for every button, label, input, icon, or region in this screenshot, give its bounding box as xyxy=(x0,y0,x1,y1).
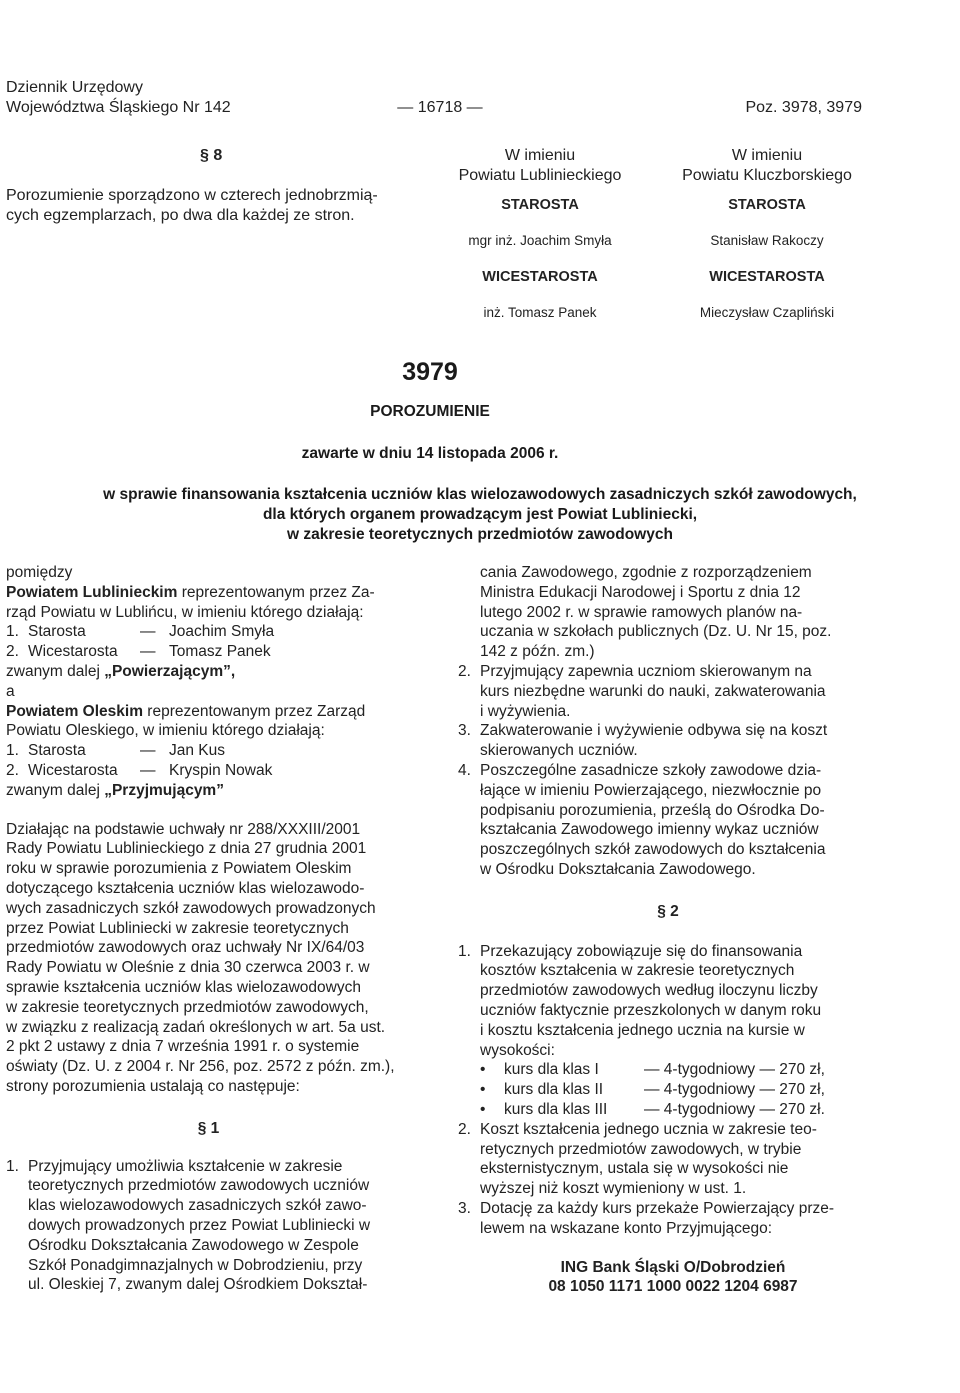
bullet-icon: • xyxy=(480,1061,486,1079)
item-line: retycznych przedmiotów zawodowych, w trybie xyxy=(480,1140,802,1158)
party1-name: Powiatem Lublinieckim xyxy=(6,583,178,601)
item-line: Dotację za każdy kurs przekaże Powierzający prze- xyxy=(480,1199,835,1217)
item-line: kształcania Zawodowego imienny wykaz uczniów xyxy=(480,821,819,839)
subject-line: w zakresie teoretycznych przedmiotów zawodowych xyxy=(287,526,673,543)
item-1-continuation xyxy=(458,563,868,662)
bank-name: ING Bank Śląski O/Dobrodzień xyxy=(560,1258,786,1276)
conjunction: a xyxy=(6,682,15,700)
cost-bullet xyxy=(458,1100,868,1120)
basis-line: przedmiotów zawodowych oraz uchwały Nr IX/64/03 xyxy=(6,939,365,957)
sig-line: Powiatu Lublinieckiego xyxy=(458,167,622,184)
member-role: Starosta xyxy=(28,623,86,641)
bullet-value: — 4-tygodniowy — 270 zł, xyxy=(644,1081,825,1099)
legal-basis xyxy=(6,820,411,1097)
sig-role: STAROSTA xyxy=(728,197,806,213)
bank-details xyxy=(458,1258,868,1298)
basis-line: strony porozumienia ustalają co następuje: xyxy=(6,1077,300,1095)
party1-text: reprezentowanym przez Za- xyxy=(177,583,375,601)
bullet-value: — 4-tygodniowy — 270 zł. xyxy=(644,1100,825,1118)
journal-name: Dziennik Urzędowy xyxy=(6,79,143,96)
section2-item-3 xyxy=(458,1199,868,1239)
sig-line: W imieniu xyxy=(504,147,576,164)
item-line: Koszt kształcenia jednego ucznia w zakresie teo- xyxy=(480,1120,817,1138)
sig-line: W imieniu xyxy=(731,147,803,164)
party2-name: Powiatem Oleskim xyxy=(6,702,143,720)
closing-text-line: cych egzemplarzach, po dwa dla każdej ze stron. xyxy=(6,207,355,224)
bullet-label: kurs dla klas II xyxy=(504,1081,604,1099)
subject-line: dla których organem prowadzącym jest Powiat Lubliniecki, xyxy=(262,506,698,523)
alias-prefix: zwanym dalej xyxy=(6,781,105,799)
member-num: 1. xyxy=(6,742,19,760)
basis-line: Rady Powiatu w Oleśnie z dnia 30 czerwca 2003 r. w xyxy=(6,959,370,977)
section-mark-2: § 2 xyxy=(657,902,679,920)
sig-role: STAROSTA xyxy=(501,197,579,213)
section2-item-1 xyxy=(458,942,868,1061)
item-line: w Ośrodku Dokształcania Zawodowego. xyxy=(480,860,756,878)
party1-member xyxy=(6,642,411,662)
party1-line: rząd Powiatu w Lublińcu, w imieniu którego działają: xyxy=(6,603,364,621)
party2-alias xyxy=(6,781,411,801)
item-number: 4. xyxy=(458,761,471,779)
item-line: Szkół Ponadgimnazjalnych w Dobrodzieniu, przy xyxy=(28,1256,363,1274)
party2-line: Powiatu Oleskiego, w imieniu którego działają: xyxy=(6,722,325,740)
section1-item-1 xyxy=(6,1157,411,1296)
item-line: ul. Oleskiej 7, zwanym dalej Ośrodkiem Dokształ- xyxy=(28,1276,368,1294)
item-line: Ministra Edukacji Narodowej i Sportu z dnia 12 xyxy=(480,583,801,601)
member-role: Starosta xyxy=(28,742,86,760)
member-num: 1. xyxy=(6,623,19,641)
bank-account: 08 1050 1171 1000 0022 1204 6987 xyxy=(548,1278,798,1296)
party2-member xyxy=(6,761,411,781)
member-num: 2. xyxy=(6,761,19,779)
alias-name: „Powierzającym”, xyxy=(104,662,236,680)
item-line: Poszczególne zasadnicze szkoły zawodowe dzia- xyxy=(480,761,822,779)
bullet-icon: • xyxy=(480,1100,486,1118)
sig-role: WICESTAROSTA xyxy=(709,269,825,285)
document-number: 3979 xyxy=(402,358,458,386)
item-line: łające w imieniu Powierzającego, niezwłocznie po xyxy=(480,781,822,799)
signature-block-lubliniecki xyxy=(440,146,640,322)
basis-line: dotyczącego kształcenia uczniów klas wielozawodo- xyxy=(6,879,365,897)
sig-name: Stanisław Rakoczy xyxy=(710,233,824,248)
basis-line: oświaty (Dz. U. z 2004 r. Nr 256, poz. 2572 z późn. zm.), xyxy=(6,1058,395,1076)
item-line: teoretycznych przedmiotów zawodowych uczniów xyxy=(28,1177,370,1195)
item-line: i wyżywienia. xyxy=(480,702,571,720)
closing-text xyxy=(6,186,378,226)
party1-member xyxy=(6,622,411,642)
sig-name: inż. Tomasz Panek xyxy=(483,305,597,320)
item-line: 142 z późn. zm.) xyxy=(480,643,595,661)
journal-issue: Województwa Śląskiego Nr 142 xyxy=(6,99,231,116)
member-name: Joachim Smyła xyxy=(169,623,275,641)
alias-name: „Przyjmującym” xyxy=(104,781,224,799)
member-name: Tomasz Panek xyxy=(169,643,271,661)
item-line: lutego 2002 r. w sprawie ramowych planów na- xyxy=(480,603,803,621)
item-line: skierowanych uczniów. xyxy=(480,742,638,760)
document-type: POROZUMIENIE xyxy=(370,403,490,420)
item-number: 1. xyxy=(6,1157,19,1175)
basis-line: Rady Powiatu Lublinieckiego z dnia 27 grudnia 2001 xyxy=(6,840,367,858)
member-dash: — xyxy=(140,742,156,760)
item-number: 2. xyxy=(458,1120,471,1138)
party1-alias xyxy=(6,662,411,682)
member-name: Jan Kus xyxy=(169,742,226,760)
closing-text-line: Porozumienie sporządzono w czterech jednobrzmią- xyxy=(6,187,378,204)
basis-line: w zakresie teoretycznych przedmiotów zawodowych, xyxy=(6,998,369,1016)
party1-line xyxy=(6,583,411,603)
sig-role: WICESTAROSTA xyxy=(482,269,598,285)
section-mark-8: § 8 xyxy=(200,147,223,164)
item-line: Ośrodku Dokształcania Zawodowego w Zespole xyxy=(28,1236,359,1254)
item-line: podpisaniu porozumienia, prześlą do Ośrodka Do- xyxy=(480,801,825,819)
bullet-label: kurs dla klas I xyxy=(504,1061,599,1079)
party2-text: reprezentowanym przez Zarząd xyxy=(142,702,366,720)
item-line: uczania w szkołach publicznych (Dz. U. Nr 15, poz. xyxy=(480,623,832,641)
member-dash: — xyxy=(140,761,156,779)
bullet-label: kurs dla klas III xyxy=(504,1100,608,1118)
left-column xyxy=(6,563,411,1295)
bullet-icon: • xyxy=(480,1081,486,1099)
alias-prefix: zwanym dalej xyxy=(6,662,105,680)
item-line: wyższej niż koszt wymieniony w ust. 1. xyxy=(480,1180,747,1198)
basis-line: sprawie kształcenia uczniów klas wielozawodowych xyxy=(6,978,361,996)
signature-block-kluczborski xyxy=(662,146,872,322)
section-mark-1: § 1 xyxy=(197,1119,220,1137)
right-column xyxy=(458,563,868,1297)
party2-member xyxy=(6,741,411,761)
party2-line xyxy=(6,702,411,722)
item-line: przedmiotów zawodowych według iloczynu liczby xyxy=(480,982,818,1000)
basis-line: przez Powiat Lubliniecki w zakresie teoretycznych xyxy=(6,919,349,937)
sig-line: Powiatu Kluczborskiego xyxy=(682,167,852,184)
item-line: poszczególnych szkół zawodowych do kształcenia xyxy=(480,841,826,859)
item-line: i kosztu kształcenia jednego ucznia na kursie w xyxy=(480,1021,805,1039)
item-line: eksternistycznym, ustala się w wysokości nie xyxy=(480,1160,789,1178)
between-word: pomiędzy xyxy=(6,564,73,581)
member-role: Wicestarosta xyxy=(28,761,118,779)
item-line: cania Zawodowego, zgodnie z rozporządzeniem xyxy=(480,564,812,581)
item-line: dowych prowadzonych przez Powiat Lubliniecki w xyxy=(28,1216,371,1234)
basis-line: 2 pkt 2 ustawy z dnia 7 września 1991 r. o systemie xyxy=(6,1038,360,1056)
item-line: Zakwaterowanie i wyżywienie odbywa się na koszt xyxy=(480,722,828,740)
item-number: 2. xyxy=(458,662,471,680)
cost-bullet xyxy=(458,1080,868,1100)
item-number: 1. xyxy=(458,942,471,960)
item-line: uczniów faktycznie przeszkolonych w danym roku xyxy=(480,1001,822,1019)
item-line: Przekazujący zobowiązuje się do finansowania xyxy=(480,942,803,960)
item-line: kosztów kształcenia w zakresie teoretycznych xyxy=(480,962,795,980)
section1-item-2 xyxy=(458,662,868,721)
item-line: Przyjmujący umożliwia kształcenie w zakresie xyxy=(28,1157,343,1175)
item-line: lewem na wskazane konto Przyjmującego: xyxy=(480,1219,773,1237)
cost-bullet xyxy=(458,1060,868,1080)
section1-item-3 xyxy=(458,721,868,761)
basis-line: wych zasadniczych szkół zawodowych prowadzonych xyxy=(6,899,376,917)
basis-line: Działając na podstawie uchwały nr 288/XXXIII/2001 xyxy=(6,820,361,838)
document-subject xyxy=(0,485,960,545)
sig-name: Mieczysław Czapliński xyxy=(699,305,835,320)
item-number: 3. xyxy=(458,1199,471,1217)
document-date: zawarte w dniu 14 listopada 2006 r. xyxy=(301,445,559,462)
member-name: Kryspin Nowak xyxy=(169,761,273,779)
section2-item-2 xyxy=(458,1120,868,1199)
member-dash: — xyxy=(140,643,156,661)
subject-line: w sprawie finansowania kształcenia uczniów klas wielozawodowych zasadniczych szkół zawodowych, xyxy=(103,486,857,503)
item-line: wysokości: xyxy=(480,1041,555,1059)
basis-line: w związku z realizacją zadań określonych w art. 5a ust. xyxy=(6,1018,386,1036)
item-line: Przyjmujący zapewnia uczniom skierowanym na xyxy=(480,662,812,680)
member-dash: — xyxy=(140,623,156,641)
item-line: kurs niezbędne warunki do nauki, zakwaterowania xyxy=(480,682,826,700)
sig-name: mgr inż. Joachim Smyła xyxy=(468,233,612,248)
member-num: 2. xyxy=(6,643,19,661)
section1-item-4 xyxy=(458,761,868,880)
position-number: Poz. 3978, 3979 xyxy=(745,99,862,116)
basis-line: roku w sprawie porozumienia z Powiatem Oleskim xyxy=(6,860,352,878)
bullet-value: — 4-tygodniowy — 270 zł, xyxy=(644,1061,825,1079)
journal-title xyxy=(6,78,231,118)
member-role: Wicestarosta xyxy=(28,643,118,661)
item-number: 3. xyxy=(458,722,471,740)
item-line: klas wielozawodowych zasadniczych szkół zawo- xyxy=(28,1197,367,1215)
page-number: — 16718 — xyxy=(397,99,483,116)
